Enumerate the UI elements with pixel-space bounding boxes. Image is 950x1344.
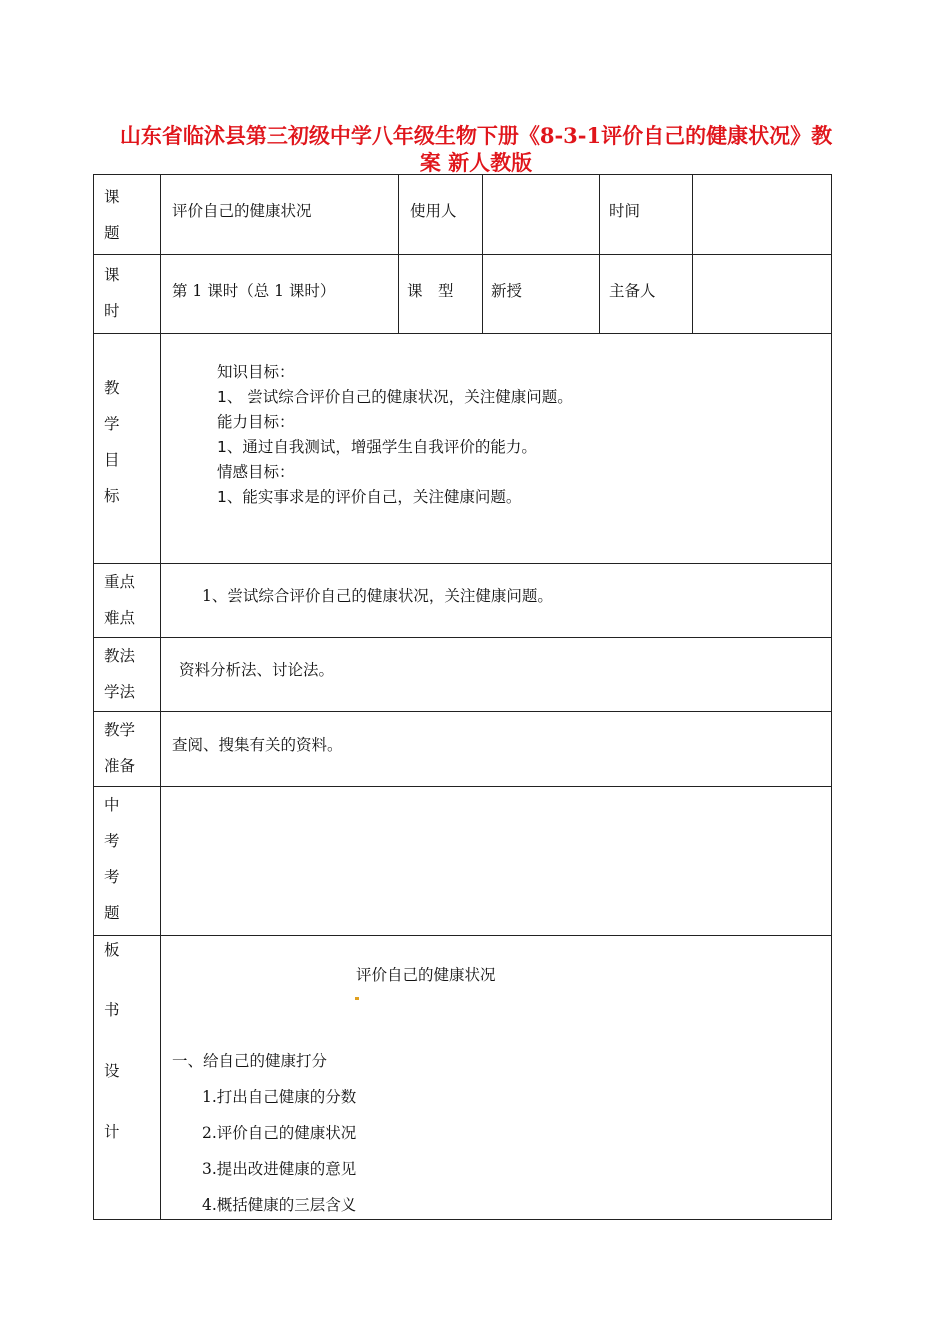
label-methods-a: 教法 bbox=[104, 647, 136, 665]
objective-line-5: 情感目标： bbox=[217, 463, 295, 481]
user-label: 使用人 bbox=[410, 202, 457, 220]
preparer-label: 主备人 bbox=[609, 282, 656, 300]
methods-text: 资料分析法、讨论法。 bbox=[179, 661, 335, 679]
board-item-3: 3.提出改进健康的意见 bbox=[202, 1160, 357, 1178]
label-objectives-1: 教 bbox=[104, 379, 120, 397]
objective-line-6: 1、能实事求是的评价自己，关注健康问题。 bbox=[217, 488, 522, 506]
label-exam-4: 题 bbox=[104, 904, 120, 922]
row-keypoints bbox=[93, 563, 832, 637]
label-methods-b: 学法 bbox=[104, 683, 136, 701]
row-exam bbox=[93, 786, 832, 935]
row-preparation bbox=[93, 711, 832, 786]
label-period-b: 时 bbox=[104, 302, 120, 320]
document-title bbox=[96, 122, 856, 176]
label-period-a: 课 bbox=[104, 266, 120, 284]
objective-line-2: 1、 尝试综合评价自己的健康状况，关注健康问题。 bbox=[217, 388, 573, 406]
label-board-2: 书 bbox=[104, 1001, 120, 1019]
row-board bbox=[93, 935, 832, 1220]
row-methods bbox=[93, 637, 832, 711]
objective-line-3: 能力目标： bbox=[217, 413, 295, 431]
label-objectives-3: 目 bbox=[104, 451, 120, 469]
label-topic-b: 题 bbox=[104, 224, 120, 242]
label-exam-3: 考 bbox=[104, 868, 120, 886]
label-topic-a: 课 bbox=[104, 188, 120, 206]
time-label: 时间 bbox=[609, 202, 641, 220]
row-topic bbox=[93, 174, 832, 254]
label-keypoints-a: 重点 bbox=[104, 573, 136, 591]
prep-text: 查阅、搜集有关的资料。 bbox=[172, 736, 343, 754]
row-period bbox=[93, 254, 832, 333]
label-board-3: 设 bbox=[104, 1062, 120, 1080]
type-value: 新授 bbox=[491, 282, 523, 300]
label-prep-b: 准备 bbox=[104, 757, 136, 775]
label-board-1: 板 bbox=[104, 941, 120, 959]
objective-line-4: 1、通过自我测试，增强学生自我评价的能力。 bbox=[217, 438, 537, 456]
period-value: 第 1 课时（总 1 课时） bbox=[172, 282, 336, 300]
label-objectives-4: 标 bbox=[104, 487, 120, 505]
marker-dot bbox=[355, 997, 359, 1000]
label-exam-1: 中 bbox=[104, 796, 120, 814]
row-objectives bbox=[93, 333, 832, 563]
label-keypoints-b: 难点 bbox=[104, 609, 136, 627]
board-item-4: 4.概括健康的三层含义 bbox=[202, 1196, 357, 1214]
topic-value: 评价自己的健康状况 bbox=[172, 202, 312, 220]
label-exam-2: 考 bbox=[104, 832, 120, 850]
title-line-1: 山东省临沭县第三初级中学八年级生物下册《8-3-1评价自己的健康状况》教 bbox=[119, 123, 833, 148]
label-prep-a: 教学 bbox=[104, 721, 136, 739]
board-item-1: 1.打出自己健康的分数 bbox=[202, 1088, 357, 1106]
board-section: 一、给自己的健康打分 bbox=[172, 1052, 328, 1070]
board-item-2: 2.评价自己的健康状况 bbox=[202, 1124, 357, 1142]
label-objectives-2: 学 bbox=[104, 415, 120, 433]
type-label: 课 型 bbox=[407, 282, 454, 300]
keypoints-text: 1、尝试综合评价自己的健康状况，关注健康问题。 bbox=[202, 587, 553, 605]
title-line-2: 案 新人教版 bbox=[419, 150, 533, 175]
board-heading: 评价自己的健康状况 bbox=[356, 966, 496, 984]
objective-line-1: 知识目标： bbox=[217, 363, 295, 381]
label-board-4: 计 bbox=[104, 1123, 120, 1141]
